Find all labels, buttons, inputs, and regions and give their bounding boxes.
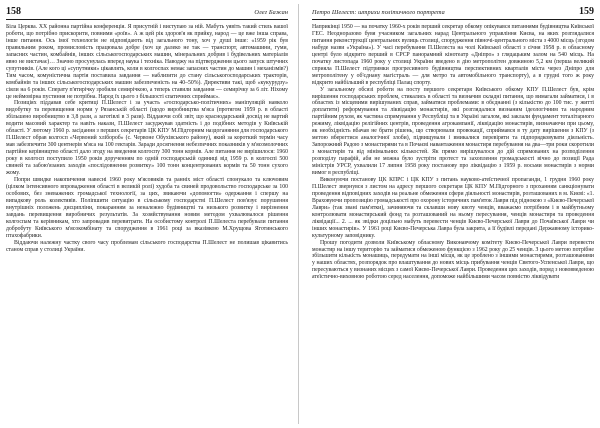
paragraph: Прошу погодити дозволи Київському обласному Виконавчому комітету Києво-Печерської Лаври перевести монастир на іншу територію та займатися обмеженою функцією з 1962 року до 25 ченців. З цього метою потрібне збільшити кількість монашиць, передумати на інші місця, як це зроблено з іншими монастирями, розташованими у наших областях, розпорядок про влаштування до нових місць прибування ченців Святого-Успенської Лаври, що пересуваються у визнаних місцях з самої Києво-Печерської Лаври. Проведення цих заходів, поряд з нововведеною атеїстично-виховною роботою серед населення, допоможе найбільшими часом повністю ліквідувати bbox=[312, 239, 594, 281]
right-page-header bbox=[312, 6, 594, 20]
left-page-number: 158 bbox=[6, 6, 21, 17]
right-running-head: Петро Шелест: штрихи політичного портрета bbox=[312, 9, 445, 16]
paragraph: Наприкінці 1950 — на початку 1960-х років перший секретар обкому опікувався питаннями будівництва Київської ГЕС. Неодноразово бувя учасником загальних нарад Центрального управління Києва, на яких розглядалися питання реконструкції центральних вулиць столиці, спорудження півночі-центрального міста з 4000 місць (згодом набуде назви «Україна»). У часі перебування П.Шелеста на чолі Київської області з січня 1958 р. в обласному центрі було відкрито перший в СРСР панорамний кінотеатр «Дніпро» з глядацьким залом на 540 місць. На початку листопада 1960 року у столиці України введено в дію метрополітен довжиною 5,2 км (перша великий сприяла П.Шелест підтримки прогресивного будівництва перспективних кварталів міста через Дніпро для метрополітену у об'єднану магістраль — для метро та автомобільного транспорту), а в грудні того ж року відкрито найбільший в республіці Палац спорту. bbox=[312, 24, 594, 86]
paragraph: Віддаючи належну частку свого часу проблемам сільського господарства П.Шелест не полишав цікавитись станом справ у столиці України. bbox=[6, 239, 288, 253]
paragraph: Позиціях піддавав себе критиці П.Шелест і за участь «господарсько-політичних» маніпуляцій навколо видобутку та перевищення норми у Рязанській області (щодо виробництва м'яса (протягом 1959 р. в області збільшено виробництво в 3,8 рази, а заготівлі в 3 рази). Віддаючи собі звіт, що краснодарський досвід не вартий водити масовий характер та навіть накази, П.Шелест засуджував здатність і до подібних методів у Київській області. У лютому 1960 р. засідання з перших секретарів ЦК КПУ М.Підгорним наздоганяння для господарського П.Шелест обрав колгосп «Червоний хлібороб» (с. Червоне Обухівського району), який за короткий термін часу мав забезпечити 300 центнерів м'яса на 100 гектарів. Заради досягнення небезпечних показників у м'ясомолочних партійне керівництво області дало згоду на введення колгоспу 300 тонн кормів. Але питання не вирішилося: 1960 року в колгосп поступило 1950 років дорученням по одній господарській одиниці від 1959 р. в колгоспі 500 свиней та забою'язаних заходів «послідовнення розвитку» 100 тонн концентрованих кормів та 50 тонн сухого жому. bbox=[6, 100, 288, 177]
left-page bbox=[6, 6, 288, 422]
paragraph: У загальному обсязі роботи на посту першого секретаря Київського обкому КПУ П.Шелест був, крім вирішення господарських проблем, стикались в області та визначив складні питання, що вимагали займатися, і в областях із місцевими вирішуваних справ, займатися проблемами: в обєднанні (з кількістю до 100 тис. у житті доплатити) реформування та ліквідацію монастирів, які розглядалися визнаним ідеологічним та народним партійним рухом, як частина спрямування у Республіці та в Україні загалом, які заклали фундамент тоталітарного режиму, ліквідацію релігійних центрів, проведення агрокампанії, ліквідацію монастирів, визначаючи при цьому, як необхідність вбачав не брати рішень, що створювали провокації, сприймався в ту дату вирішення з КПУ (з метою вберегтися аналогічної злоби), підвищували і вмикалися перевіряти та підпорядковувати діяльність. Запорожний Радою з монастирями та в Почаєві навантаження монастиря перебування на два—три роки скоротили з монастирів та від мінімальних кількостей. Як прямо вирішувалося до дій спрямованих на розподілення розподілу парафій, аби не можна було зустріти протест та захоплення громадськості вічно до позиції Рада міністрів УРСР, ухвалили 17 липня 1958 року постанову про ліквідацію з 1959 р. восьми монастирів з норми вимог в республіці. bbox=[312, 86, 594, 177]
book-spine bbox=[298, 4, 299, 424]
right-page-body bbox=[312, 24, 594, 281]
left-page-header bbox=[6, 6, 288, 20]
paragraph: Виконуючи постанову ЦК КПРС і ЦК КПУ з питань науково-атеїстичної пропаганди, 1 грудня 1960 року П.Шелест звернувся з листом на адресу першого секретаря ЦК КПУ М.Підгорного з проханням санкціонувати проведення відповідних заходів на реальне обмеження сфери діяльності монастирів, розташованих в м. Києві: «1. Враховуючи пропозицію громадськості про охорону історичних пам'яток Лаври під ріднокою з «Києво-Печерської Лаври» (так звані пам'ятки), зачиняючи та склавши нову квоту ченців, вважаємо потрібним і в майбутньому контролювати монастирський фонд та розташований на ньому пересування, ченців монастиря та проведення ліквідації... 2. ... як звідки доцільно мабуть перевести ченців Києво-Печерської Лаври до Почаївської Лаври чи інших монастирів». У 1961 році Києво-Печерська Лавра була закрита, а її будівлі передані Державному історико-культурному заповіднику. bbox=[312, 176, 594, 239]
paragraph: Біла Церква. ХХ районна партійна конференція. Я присутній і виступаю за ній. Мабуть уявіть такий стиль вашої роботи, що потрібно прискорити, повними «роїв». А ж цей рік здоров'я як прийку, народ — це вже інша справа, інше питання. Ось імої технологія не відповідають від загального тону, хоч у душі інше: «1959 рік був правильним роком, промисловість працювала добре (хоч це далеко не так — транспорт, автомашини, гуми, запасних частин, комбайнів, інших сільськогосподарських машин, мінеральних добрив і будівельних матеріалів явно не вистачає)… Значно просунулась вперед наука і техніка. Наводжу на підтвердження цього запуск штучних супутників. (Але кого ці «супутники» цікавлять, коли в колгоспах немає запасних частин до машин і механізмів?) Тим часом, комуністична партія поставила завдання — наблизити до стану сільськогосподарських тракторів, комбайнів та інших сільськогосподарських машин забезпеченість на 40–50%). Директиви такі, щоб «кукурудзу» сіяли на 6 років. Сперату п'ятирічку зробили семирічкою, а теперь ставили завдання — семирічку за 6 літ. Ніхому це неймовірна пустиння не потрібна. Народ їх цього з більшості єпатичних сприймає». bbox=[6, 24, 288, 100]
paragraph: Попри швидке накопичення навесні 1960 року м'ясовиків та ранніх міст області спонукало та ключовим (цілком інтенсивного впровадження області в великій ролі) худоба та свиней продовольство господарське за 100 особових, без зневажених громадської технології, за цих, звикаючи «допомогти» одержання і спершу на випадкову роль колективів. Поліпшити ситуацію в сільському господарстві П.Шелест пов'язує порушення внутрішніх положень дисципліни, покаранням за неналежно будівництві та низького розвитку і вирізнення завдань перевищення виробничих результатів. За хозяйствування новим методом ухвалювалося рішення колгоспам та керівникам, хто запровадив перевитрати. На особистому контролі П.Шелеста перебували питання добробуту Київського м'ясокомбінату та спорудження в 1961 році за вказівкою М.Хрущова Яготинського птахофабрики. bbox=[6, 176, 288, 239]
right-page bbox=[312, 6, 594, 422]
right-page-number: 159 bbox=[579, 6, 594, 17]
left-page-body bbox=[6, 24, 288, 253]
left-running-head: Олег Бажан bbox=[254, 9, 288, 16]
